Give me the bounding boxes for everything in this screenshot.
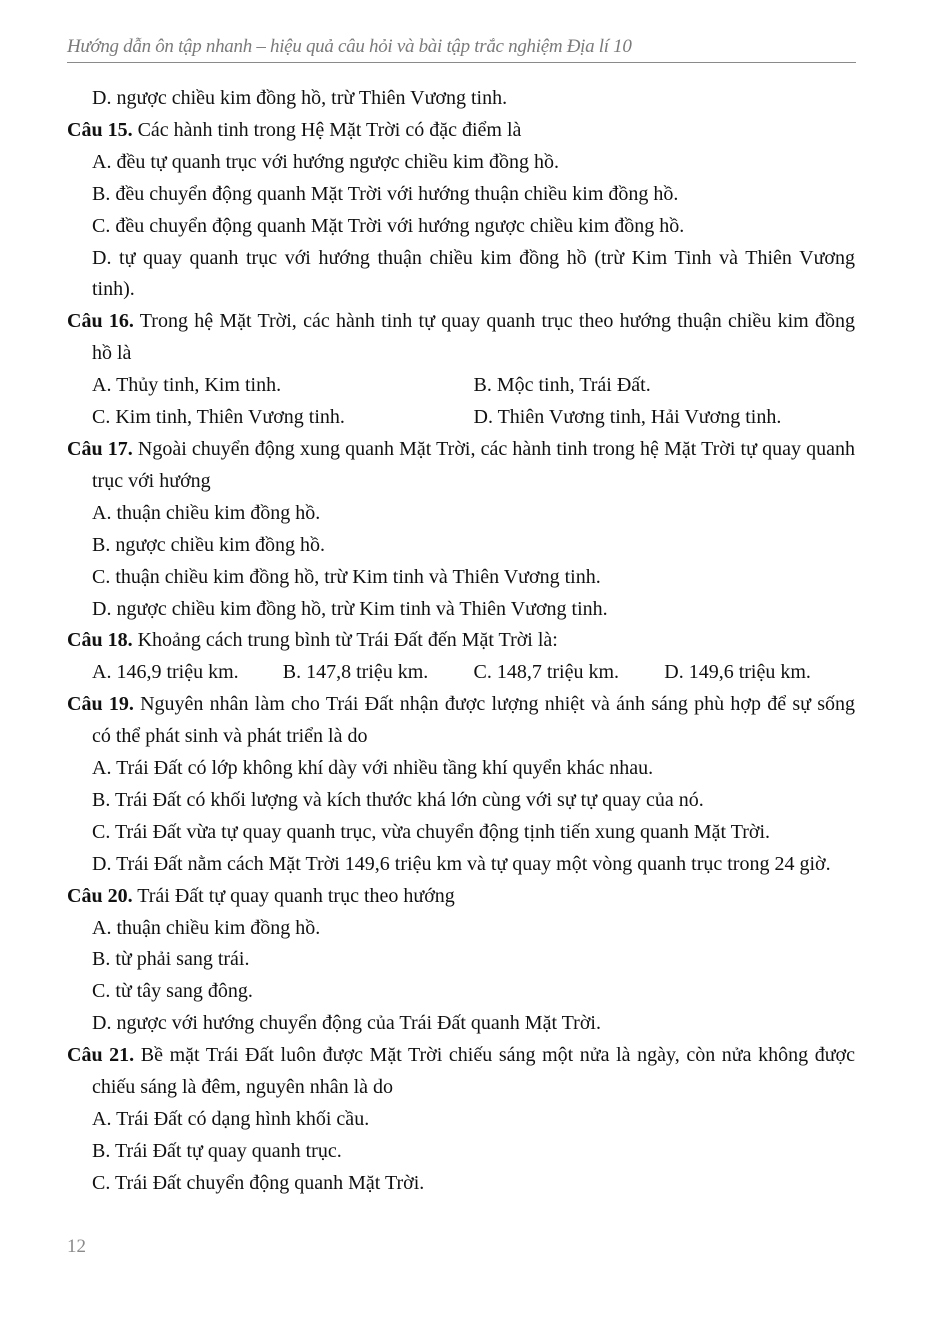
question-stem [67,881,855,913]
running-header: Hướng dẫn ôn tập nhanh – hiệu quả câu hỏi và bài tập trắc nghiệm Địa lí 10 [67,36,632,57]
question [67,434,855,625]
question-label: Câu 16. [67,310,134,333]
answer-option: C. Trái Đất chuyển động quanh Mặt Trời. [92,1171,425,1194]
answer-option: C. Kim tinh, Thiên Vương tinh. [92,406,345,429]
answer-option: B. ngược chiều kim đồng hồ. [92,533,326,556]
answer-option: B. 147,8 triệu km. [282,661,429,684]
question-text: Các hành tinh trong Hệ Mặt Trời có đặc điểm là [137,118,522,141]
answer-option: B. từ phải sang trái. [92,948,250,971]
answer-option: C. Trái Đất vừa tự quay quanh trục, vừa chuyển động tịnh tiến xung quanh Mặt Trời. [92,820,771,843]
question-list [67,83,855,1200]
answer-row [67,370,855,402]
answer-option: C. từ tây sang đông. [92,980,253,1003]
answer-option: D. 149,6 triệu km. [664,661,811,684]
header-divider [67,62,856,63]
answer-option: A. 146,9 triệu km. [92,661,239,684]
question-label: Câu 21. [67,1044,135,1067]
question-label: Câu 19. [67,693,134,716]
answer-option: D. Thiên Vương tinh, Hải Vương tinh. [473,406,782,429]
answer-option: B. Mộc tinh, Trái Đất. [473,374,651,397]
question-stem [67,1040,855,1104]
question-text: Ngoài chuyển động xung quanh Mặt Trời, các hành tinh trong hệ Mặt Trời tự quay quanh trục với hướng [92,437,855,492]
question [67,625,855,689]
answer-option: A. Thủy tinh, Kim tinh. [92,374,282,397]
previous-question-option: D. ngược chiều kim đồng hồ, trừ Thiên Vương tinh. [92,87,508,109]
answer-option: C. 148,7 triệu km. [473,661,620,684]
answer-option: A. thuận chiều kim đồng hồ. [92,501,321,524]
answer-row [67,657,855,689]
answer-option: B. Trái Đất có khối lượng và kích thước khá lớn cùng với sự tự quay của nó. [92,788,704,811]
page-number: 12 [67,1236,86,1257]
question [67,306,855,434]
answer-option: B. đều chuyển động quanh Mặt Trời với hướng thuận chiều kim đồng hồ. [92,182,679,205]
question-text: Trong hệ Mặt Trời, các hành tinh tự quay quanh trục theo hướng thuận chiều kim đồng hồ là [92,310,855,365]
question-text: Bề mặt Trái Đất luôn được Mặt Trời chiếu sáng một nửa là ngày, còn nửa không được chiếu sáng là đêm, nguyên nhân là do [92,1044,855,1099]
question-stem [67,689,855,753]
question-text: Khoảng cách trung bình từ Trái Đất đến Mặt Trời là: [137,629,558,652]
answer-option: D. ngược chiều kim đồng hồ, trừ Kim tinh và Thiên Vương tinh. [92,597,608,620]
question-text: Nguyên nhân làm cho Trái Đất nhận được lượng nhiệt và ánh sáng phù hợp để sự sống có thể phát sinh và phát triển là do [92,693,856,748]
question-stem [67,115,855,147]
question-text: Trái Đất tự quay quanh trục theo hướng [137,884,455,907]
answer-option: A. Trái Đất có lớp không khí dày với nhiều tầng khí quyển khác nhau. [92,757,654,780]
answer-option: D. tự quay quanh trục với hướng thuận chiều kim đồng hồ (trừ Kim Tinh và Thiên Vương tinh). [92,246,855,301]
answer-row [67,402,855,434]
question [67,1040,855,1200]
question [67,115,855,306]
answer-option: D. ngược với hướng chuyển động của Trái Đất quanh Mặt Trời. [92,1012,601,1035]
question-label: Câu 18. [67,629,133,652]
answer-option: D. Trái Đất nằm cách Mặt Trời 149,6 triệu km và tự quay một vòng quanh trục trong 24 giờ. [92,852,831,875]
question-label: Câu 20. [67,884,133,907]
answer-option: A. Trái Đất có dạng hình khối cầu. [92,1108,370,1130]
question [67,881,855,1041]
question-stem [67,306,855,370]
answer-option: C. đều chuyển động quanh Mặt Trời với hướng ngược chiều kim đồng hồ. [92,214,685,237]
answer-option: A. đều tự quanh trục với hướng ngược chiều kim đồng hồ. [92,150,559,173]
answer-option: B. Trái Đất tự quay quanh trục. [92,1139,342,1162]
question-label: Câu 17. [67,437,133,460]
question [67,689,855,880]
question-stem [67,625,855,657]
answer-option: C. thuận chiều kim đồng hồ, trừ Kim tinh và Thiên Vương tinh. [92,565,601,588]
question-stem [67,434,855,498]
answer-option: A. thuận chiều kim đồng hồ. [92,916,321,939]
question-label: Câu 15. [67,118,133,141]
